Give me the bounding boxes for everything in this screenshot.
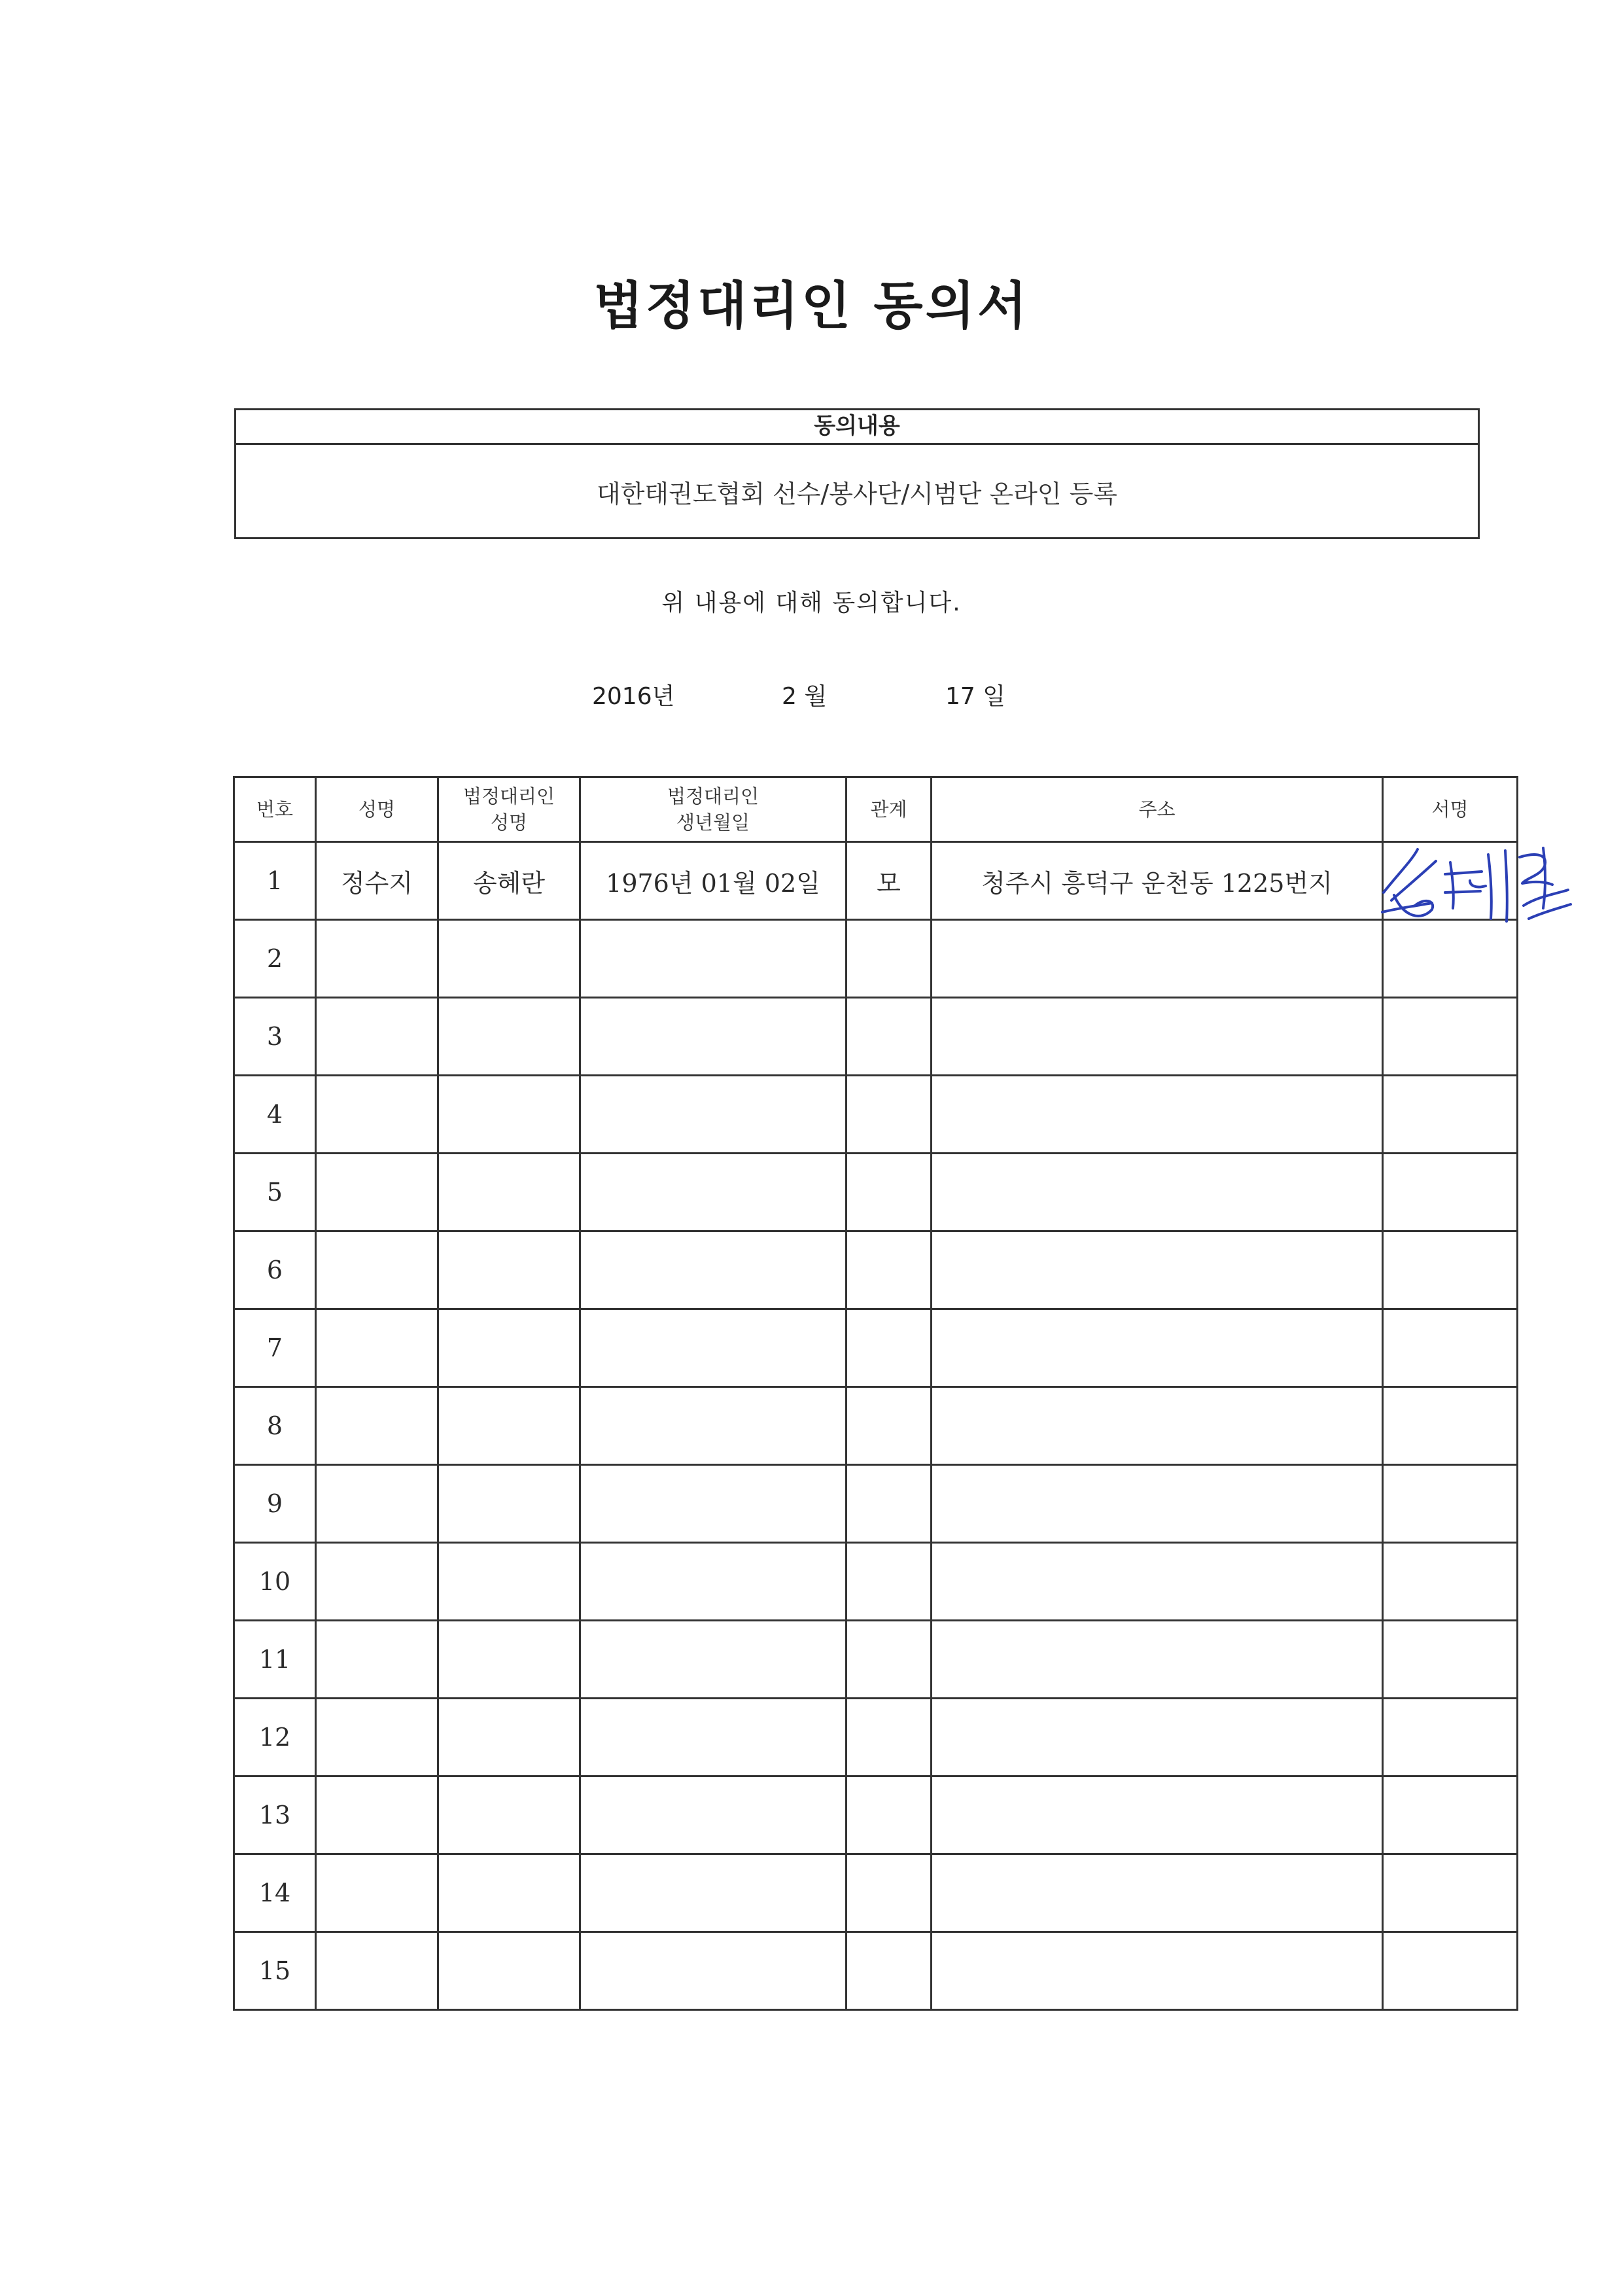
row-guardian-birth: 1976년 01월 02일: [580, 842, 846, 920]
row-name[interactable]: [316, 1154, 438, 1231]
row-signature[interactable]: [1383, 1465, 1518, 1543]
row-name[interactable]: [316, 1309, 438, 1387]
row-guardian-name[interactable]: [438, 1231, 580, 1309]
row-relation[interactable]: [846, 1621, 932, 1699]
row-relation[interactable]: [846, 1854, 932, 1932]
row-guardian-birth[interactable]: [580, 1854, 846, 1932]
row-address[interactable]: [932, 1621, 1383, 1699]
row-guardian-birth[interactable]: [580, 1621, 846, 1699]
row-no: 7: [234, 1309, 316, 1387]
row-address[interactable]: [932, 1154, 1383, 1231]
row-name[interactable]: [316, 1231, 438, 1309]
row-guardian-name[interactable]: [438, 1309, 580, 1387]
table-row: [234, 842, 1518, 920]
row-guardian-name[interactable]: [438, 1543, 580, 1621]
row-name[interactable]: [316, 1854, 438, 1932]
header-guardian-name: [438, 777, 580, 842]
row-guardian-name: 송혜란: [438, 842, 580, 920]
consent-box: [234, 408, 1480, 539]
row-guardian-name[interactable]: [438, 920, 580, 998]
row-address[interactable]: [932, 1309, 1383, 1387]
row-relation[interactable]: [846, 920, 932, 998]
row-no: 5: [234, 1154, 316, 1231]
header-signature: 서명: [1383, 777, 1518, 842]
row-guardian-birth[interactable]: [580, 1776, 846, 1854]
row-signature[interactable]: [1383, 1231, 1518, 1309]
row-name[interactable]: [316, 920, 438, 998]
table-row: [234, 1699, 1518, 1776]
row-guardian-birth[interactable]: [580, 998, 846, 1076]
table-row: [234, 1621, 1518, 1699]
table-row: [234, 1387, 1518, 1465]
row-signature[interactable]: [1383, 1309, 1518, 1387]
row-signature[interactable]: [1383, 1621, 1518, 1699]
row-signature: [1383, 842, 1518, 920]
row-name[interactable]: [316, 998, 438, 1076]
row-guardian-birth[interactable]: [580, 1699, 846, 1776]
date-day: 17 일: [945, 683, 1006, 710]
row-guardian-birth[interactable]: [580, 1076, 846, 1154]
table-row: [234, 1776, 1518, 1854]
row-guardian-birth[interactable]: [580, 1309, 846, 1387]
row-relation[interactable]: [846, 1932, 932, 2010]
row-address[interactable]: [932, 1932, 1383, 2010]
row-relation[interactable]: [846, 1465, 932, 1543]
row-no: 15: [234, 1932, 316, 2010]
row-name[interactable]: [316, 1465, 438, 1543]
header-relation: 관계: [846, 777, 932, 842]
row-guardian-birth[interactable]: [580, 1387, 846, 1465]
row-signature[interactable]: [1383, 998, 1518, 1076]
row-address: 청주시 흥덕구 운천동 1225번지: [932, 842, 1383, 920]
row-relation[interactable]: [846, 1776, 932, 1854]
row-guardian-name[interactable]: [438, 1154, 580, 1231]
row-signature[interactable]: [1383, 1854, 1518, 1932]
row-guardian-name[interactable]: [438, 1932, 580, 2010]
row-signature[interactable]: [1383, 1932, 1518, 2010]
consent-header: 동의내용: [236, 410, 1478, 445]
row-name[interactable]: [316, 1076, 438, 1154]
row-name[interactable]: [316, 1699, 438, 1776]
row-address[interactable]: [932, 1776, 1383, 1854]
row-relation[interactable]: [846, 1076, 932, 1154]
table-row: [234, 998, 1518, 1076]
row-guardian-birth[interactable]: [580, 920, 846, 998]
row-no: 10: [234, 1543, 316, 1621]
row-address[interactable]: [932, 998, 1383, 1076]
header-address: 주소: [932, 777, 1383, 842]
row-address[interactable]: [932, 1387, 1383, 1465]
row-address[interactable]: [932, 1465, 1383, 1543]
table-row: [234, 1543, 1518, 1621]
row-address[interactable]: [932, 1699, 1383, 1776]
row-relation[interactable]: [846, 1699, 932, 1776]
row-name: 정수지: [316, 842, 438, 920]
row-name[interactable]: [316, 1621, 438, 1699]
row-no: 2: [234, 920, 316, 998]
row-signature[interactable]: [1383, 1076, 1518, 1154]
table-row: [234, 1231, 1518, 1309]
row-signature[interactable]: [1383, 920, 1518, 998]
row-address[interactable]: [932, 1543, 1383, 1621]
row-relation[interactable]: [846, 1231, 932, 1309]
row-name[interactable]: [316, 1543, 438, 1621]
header-name: 성명: [316, 777, 438, 842]
row-relation[interactable]: [846, 1543, 932, 1621]
row-address[interactable]: [932, 1231, 1383, 1309]
date-month: 2 월: [782, 683, 828, 710]
header-guardian-name-line1: 법정대리인: [462, 785, 555, 807]
row-relation: 모: [846, 842, 932, 920]
row-guardian-name[interactable]: [438, 1699, 580, 1776]
row-signature[interactable]: [1383, 1699, 1518, 1776]
table-row: [234, 1465, 1518, 1543]
row-no: 11: [234, 1621, 316, 1699]
row-guardian-birth[interactable]: [580, 1543, 846, 1621]
table-row: [234, 920, 1518, 998]
header-guardian-birth-line2: 생년월일: [676, 811, 750, 834]
row-name[interactable]: [316, 1932, 438, 2010]
table-row: [234, 1309, 1518, 1387]
row-no: 3: [234, 998, 316, 1076]
row-name[interactable]: [316, 1387, 438, 1465]
table-row: [234, 1154, 1518, 1231]
row-relation[interactable]: [846, 1387, 932, 1465]
row-guardian-birth[interactable]: [580, 1154, 846, 1231]
handwritten-signature: [1372, 835, 1575, 927]
agree-statement: 위 내용에 대해 동의합니다.: [661, 590, 962, 616]
row-no: 12: [234, 1699, 316, 1776]
row-name[interactable]: [316, 1776, 438, 1854]
header-guardian-birth-line1: 법정대리인: [667, 785, 759, 807]
consent-body: 대한태권도협회 선수/봉사단/시범단 온라인 등록: [596, 480, 1117, 508]
header-guardian-name-line2: 성명: [490, 811, 528, 834]
table-row: [234, 1076, 1518, 1154]
row-relation[interactable]: [846, 1309, 932, 1387]
row-address[interactable]: [932, 920, 1383, 998]
table-header-row: [234, 777, 1518, 842]
header-no: 번호: [234, 777, 316, 842]
row-guardian-name[interactable]: [438, 1854, 580, 1932]
row-no: 1: [234, 842, 316, 920]
row-no: 9: [234, 1465, 316, 1543]
table-row: [234, 1932, 1518, 2010]
row-signature[interactable]: [1383, 1154, 1518, 1231]
row-address[interactable]: [932, 1076, 1383, 1154]
date-year: 2016년: [592, 683, 675, 710]
header-guardian-birth: [580, 777, 846, 842]
row-guardian-name[interactable]: [438, 1465, 580, 1543]
table-row: [234, 1854, 1518, 1932]
row-guardian-birth[interactable]: [580, 1231, 846, 1309]
row-signature[interactable]: [1383, 1543, 1518, 1621]
row-signature[interactable]: [1383, 1387, 1518, 1465]
row-no: 6: [234, 1231, 316, 1309]
row-guardian-name[interactable]: [438, 1076, 580, 1154]
row-relation[interactable]: [846, 998, 932, 1076]
row-no: 13: [234, 1776, 316, 1854]
row-signature[interactable]: [1383, 1776, 1518, 1854]
row-guardian-name[interactable]: [438, 1776, 580, 1854]
row-guardian-name[interactable]: [438, 1621, 580, 1699]
row-guardian-name[interactable]: [438, 1387, 580, 1465]
row-address[interactable]: [932, 1854, 1383, 1932]
row-guardian-name[interactable]: [438, 998, 580, 1076]
row-no: 8: [234, 1387, 316, 1465]
row-no: 4: [234, 1076, 316, 1154]
row-guardian-birth[interactable]: [580, 1465, 846, 1543]
guardian-table: [233, 776, 1518, 2011]
row-no: 14: [234, 1854, 316, 1932]
page-title: 법정대리인 동의서: [593, 277, 1030, 336]
row-relation[interactable]: [846, 1154, 932, 1231]
row-guardian-birth[interactable]: [580, 1932, 846, 2010]
